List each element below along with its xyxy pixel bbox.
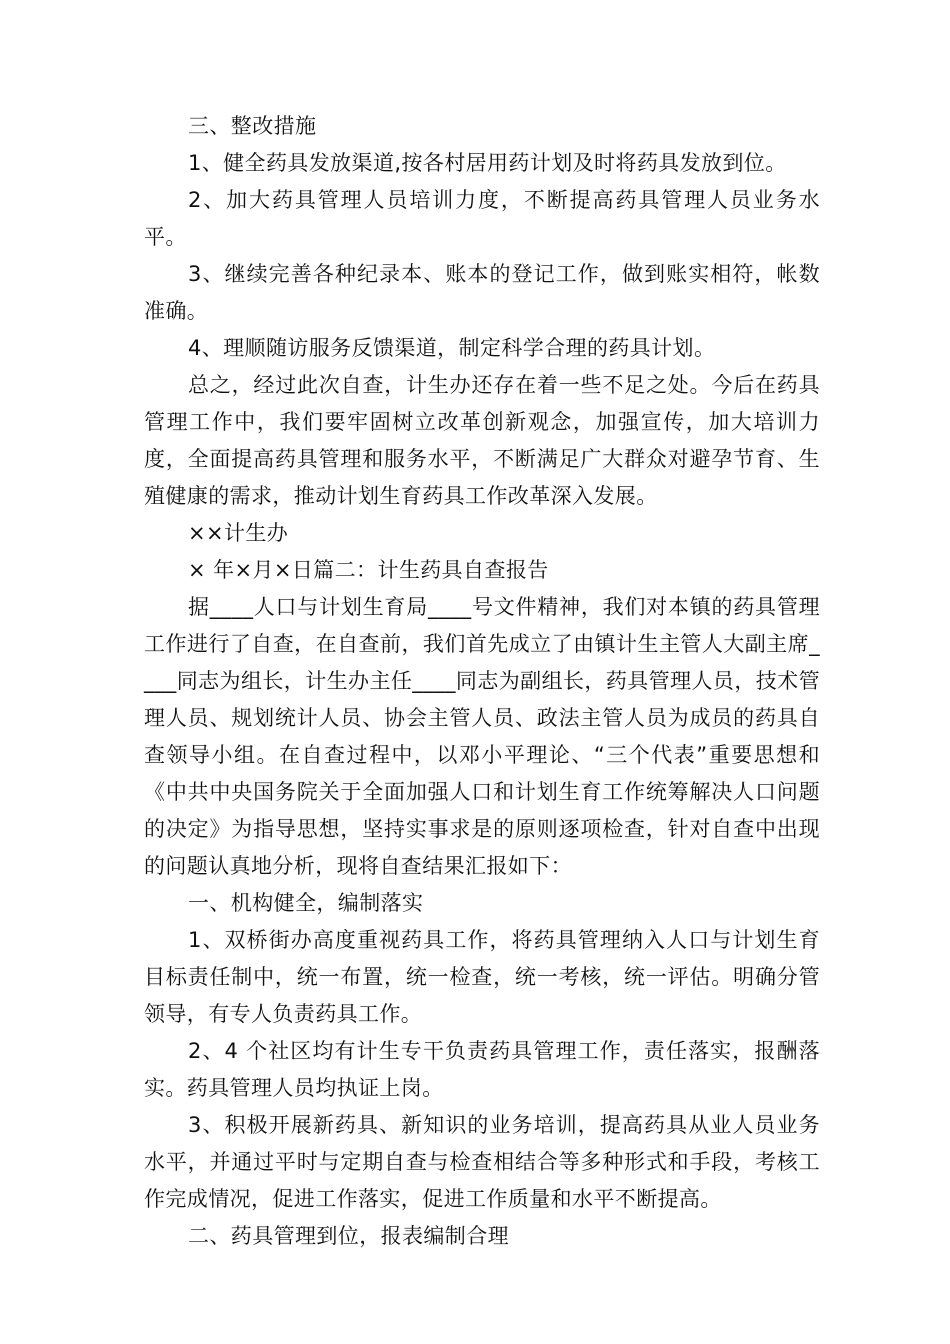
section-heading-organization: 一、机构健全，编制落实 xyxy=(188,891,424,915)
date-and-report-title: × 年×月×日篇二：计生药具自查报告 xyxy=(188,558,549,582)
section-heading-rectification: 三、整改措施 xyxy=(188,114,317,138)
paragraph-org-item-3: 3、积极开展新药具、新知识的业务培训，提高药具从业人员业务水平，并通过平时与定期自查与检查相结合等多种形式和手段，考核工作完成情况，促进工作落实，促进工作质量和水平不断提高。 xyxy=(144,1113,820,1211)
signature-office: ××计生办 xyxy=(188,521,289,545)
section-heading-management: 二、药具管理到位，报表编制合理 xyxy=(188,1224,509,1248)
paragraph-item-1: 1、健全药具发放渠道,按各村居用药计划及时将药具发放到位。 xyxy=(188,151,787,175)
document-body xyxy=(144,108,820,1255)
paragraph-item-4: 4、理顺随访服务反馈渠道，制定科学合理的药具计划。 xyxy=(188,336,716,360)
paragraph-org-item-1: 1、双桥街办高度重视药具工作，将药具管理纳入人口与计划生育目标责任制中，统一布置，统一检查，统一考核，统一评估。明确分管领导，有专人负责药具工作。 xyxy=(144,928,820,1026)
paragraph-item-2: 2、加大药具管理人员培训力度，不断提高药具管理人员业务水平。 xyxy=(144,188,820,249)
paragraph-intro: 据____人口与计划生育局____号文件精神，我们对本镇的药具管理工作进行了自查，在自查前，我们首先成立了由镇计生主管人大副主席____同志为组长，计生办主任____同志为副组长，药具管理人员，技术管理人员、规划统计人员、协会主管人员、政法主管人员为成员的药具自查领导小组。在自查过程中，以邓小平理论、“三个代表”重要思想和《中共中央国务院关于全面加强人口和计划生育工作统筹解决人口问题的决定》为指导思想，坚持实事求是的原则逐项检查，针对自查中出现的问题认真地分析，现将自查结果汇报如下： xyxy=(144,595,820,878)
paragraph-org-item-2: 2、4 个社区均有计生专干负责药具管理工作，责任落实，报酬落实。药具管理人员均执证上岗。 xyxy=(144,1039,820,1100)
paragraph-summary: 总之，经过此次自查，计生办还存在着一些不足之处。今后在药具管理工作中，我们要牢固树立改革创新观念，加强宣传，加大培训力度，全面提高药具管理和服务水平，不断满足广大群众对避孕节育、生殖健康的需求，推动计划生育药具工作改革深入发展。 xyxy=(144,373,820,508)
paragraph-item-3: 3、继续完善各种纪录本、账本的登记工作，做到账实相符，帐数准确。 xyxy=(144,262,820,323)
